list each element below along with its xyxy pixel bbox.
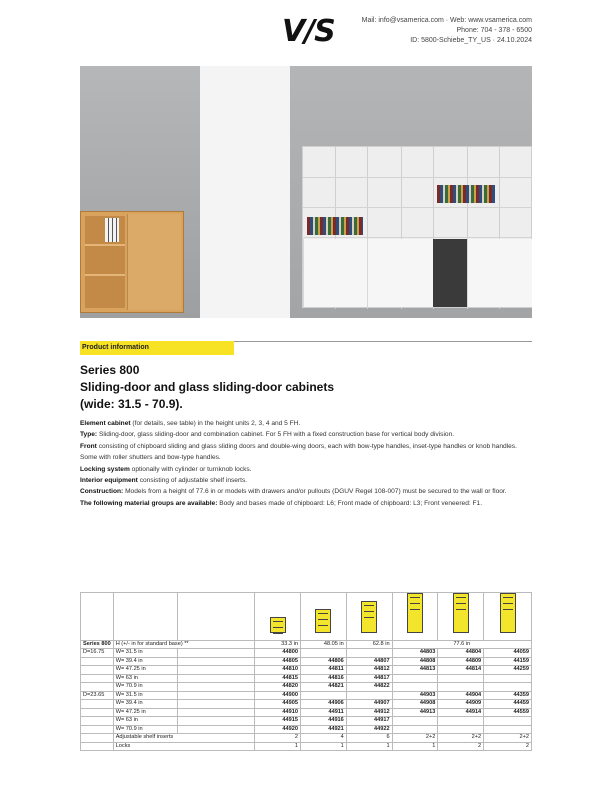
- cabinet-2fh-icon: [270, 617, 286, 633]
- article-number-cell: [392, 674, 438, 683]
- article-number-cell: 44359: [484, 691, 532, 700]
- description-paragraph: [80, 475, 532, 486]
- count-cell: 4: [300, 734, 346, 743]
- width-cell: W= 70.9 in: [113, 683, 177, 692]
- page-title-product: Sliding-door and glass sliding-door cabinets: [80, 380, 335, 394]
- description-text: consisting of chipboard sliding and glass sliding doors and double-wing doors, each with bow-type handles, inset-type handles or knob handles. Some with roller shutters and bow-type handles.: [80, 442, 517, 462]
- article-number-cell: 44820: [255, 683, 301, 692]
- article-number-cell: 44805: [255, 657, 301, 666]
- width-cell: W= 63 in: [113, 717, 177, 726]
- white-cabinet-wall-illustration: [302, 146, 532, 308]
- product-description: [80, 418, 532, 509]
- extra-row-label: Locks: [113, 742, 254, 751]
- count-cell: 6: [346, 734, 392, 743]
- count-cell: 2: [255, 734, 301, 743]
- article-number-cell: 44922: [346, 725, 392, 734]
- height-5fh: 77.6 in: [392, 640, 531, 649]
- article-number-cell: 44800: [255, 649, 301, 658]
- wood-cabinet-illustration: [80, 211, 184, 313]
- width-cell: W= 39.4 in: [113, 700, 177, 709]
- description-paragraph: [80, 464, 532, 475]
- description-paragraph: [80, 418, 532, 429]
- width-cell: W= 31.5 in: [113, 649, 177, 658]
- header-mail[interactable]: Mail: info@vsamerica.com · Web: www.vsamerica.com: [361, 17, 532, 24]
- article-number-cell: 44916: [300, 717, 346, 726]
- depth-cell: D=23.65: [81, 691, 114, 700]
- depth-cell: [81, 674, 114, 683]
- article-number-cell: 44808: [392, 657, 438, 666]
- description-term: The following material groups are available:: [80, 499, 218, 507]
- count-cell: 2: [484, 742, 532, 751]
- article-number-cell: [392, 717, 438, 726]
- header-contact: [362, 16, 532, 46]
- depth-cell: D=16.75: [81, 649, 114, 658]
- page-title-width: (wide: 31.5 - 70.9).: [80, 397, 183, 411]
- table-row: [81, 725, 532, 734]
- spec-table: [80, 592, 532, 751]
- article-number-cell: [484, 674, 532, 683]
- page-title-series: Series 800: [80, 363, 140, 377]
- article-number-cell: 44903: [392, 691, 438, 700]
- description-paragraph: [80, 486, 532, 497]
- article-number-cell: 44803: [392, 649, 438, 658]
- cabinet-4fh-icon: [361, 601, 377, 633]
- description-term: Element cabinet: [80, 420, 131, 427]
- article-number-cell: 44913: [392, 708, 438, 717]
- count-cell: 2+2: [484, 734, 532, 743]
- article-number-cell: [438, 717, 484, 726]
- article-number-cell: 44804: [438, 649, 484, 658]
- article-number-cell: 44810: [255, 666, 301, 675]
- cabinet-5fh-open-icon: [500, 593, 516, 633]
- article-number-cell: 44912: [346, 708, 392, 717]
- article-number-cell: 44059: [484, 649, 532, 658]
- height-4fh: 62.8 in: [346, 640, 392, 649]
- cabinet-5fh-glass-icon: [453, 593, 469, 633]
- product-photo: [80, 66, 532, 318]
- article-number-cell: 44815: [255, 674, 301, 683]
- height-label: H (+/- in for standard base) **: [113, 640, 254, 649]
- count-cell: 2+2: [438, 734, 484, 743]
- article-number-cell: 44814: [438, 666, 484, 675]
- article-number-cell: 44909: [438, 700, 484, 709]
- width-cell: W= 47.25 in: [113, 666, 177, 675]
- article-number-cell: 44816: [300, 674, 346, 683]
- table-row: [81, 649, 532, 658]
- article-number-cell: 44921: [300, 725, 346, 734]
- article-number-cell: 44811: [300, 666, 346, 675]
- header-id: ID: 5800-Schiebe_TY_US · 24.10.2024: [410, 37, 532, 44]
- depth-cell: [81, 657, 114, 666]
- table-row: [81, 742, 532, 751]
- description-term: Construction:: [80, 488, 124, 496]
- depth-cell: [81, 666, 114, 675]
- section-label: Product information: [80, 341, 234, 355]
- article-number-cell: 44904: [438, 691, 484, 700]
- depth-cell: [81, 683, 114, 692]
- depth-cell: [81, 700, 114, 709]
- article-number-cell: 44806: [300, 657, 346, 666]
- description-paragraph: [80, 441, 532, 464]
- description-text: Body and bases made of chipboard: L6; Front made of chipboard: L3; Front veneered: F1.: [217, 499, 483, 507]
- article-number-cell: [300, 691, 346, 700]
- article-number-cell: [438, 725, 484, 734]
- count-cell: 1: [300, 742, 346, 751]
- width-cell: W= 63 in: [113, 674, 177, 683]
- description-term: Front: [80, 442, 97, 450]
- table-row: [81, 700, 532, 709]
- article-number-cell: 44807: [346, 657, 392, 666]
- article-number-cell: 44159: [484, 657, 532, 666]
- description-term: Interior equipment: [80, 477, 138, 485]
- width-cell: W= 70.9 in: [113, 725, 177, 734]
- article-number-cell: 44259: [484, 666, 532, 675]
- table-row: [81, 683, 532, 692]
- table-row: [81, 657, 532, 666]
- count-cell: 1: [255, 742, 301, 751]
- article-number-cell: 44813: [392, 666, 438, 675]
- article-number-cell: [438, 683, 484, 692]
- depth-cell: [81, 717, 114, 726]
- count-cell: 1: [346, 742, 392, 751]
- table-row: [81, 691, 532, 700]
- series-label: Series 800: [81, 640, 114, 649]
- table-header-row: [81, 640, 532, 649]
- description-text: optionally with cylinder or turnknob locks.: [129, 465, 252, 473]
- width-cell: W= 39.4 in: [113, 657, 177, 666]
- height-3fh: 48.05 in: [300, 640, 346, 649]
- article-number-cell: 44812: [346, 666, 392, 675]
- article-number-cell: [438, 674, 484, 683]
- count-cell: 1: [392, 742, 438, 751]
- article-number-cell: 44917: [346, 717, 392, 726]
- count-cell: 2+2: [392, 734, 438, 743]
- description-paragraph: [80, 498, 532, 509]
- cabinet-3fh-icon: [315, 609, 331, 633]
- article-number-cell: 44900: [255, 691, 301, 700]
- article-number-cell: [346, 691, 392, 700]
- article-number-cell: 44809: [438, 657, 484, 666]
- depth-cell: [81, 708, 114, 717]
- height-2fh: 33.3 in: [255, 640, 301, 649]
- description-paragraph: [80, 429, 532, 440]
- width-cell: W= 31.5 in: [113, 691, 177, 700]
- article-number-cell: 44906: [300, 700, 346, 709]
- article-number-cell: 44915: [255, 717, 301, 726]
- article-number-cell: [484, 717, 532, 726]
- article-number-cell: 44914: [438, 708, 484, 717]
- article-number-cell: 44905: [255, 700, 301, 709]
- description-term: Locking system: [80, 465, 130, 473]
- article-number-cell: [346, 649, 392, 658]
- article-number-cell: 44821: [300, 683, 346, 692]
- table-row: [81, 734, 532, 743]
- extra-row-label: Adjustable shelf inserts: [113, 734, 254, 743]
- description-text: Models from a height of 77.6 in or models with drawers and/or pullouts (DGUV Regel 108-007) must be secured to the wall or floor.: [123, 488, 507, 496]
- description-text: (for details, see table) in the height units 2, 3, 4 and 5 FH.: [130, 420, 301, 427]
- article-number-cell: [392, 725, 438, 734]
- cabinet-5fh-icon: [407, 593, 423, 633]
- article-number-cell: 44907: [346, 700, 392, 709]
- table-row: [81, 666, 532, 675]
- article-number-cell: 44920: [255, 725, 301, 734]
- header-phone: Phone: 704 - 378 - 6500: [456, 27, 532, 34]
- vs-logo: V/S: [282, 14, 335, 49]
- article-number-cell: 44459: [484, 700, 532, 709]
- width-cell: W= 47.25 in: [113, 708, 177, 717]
- table-row: [81, 708, 532, 717]
- article-number-cell: 44822: [346, 683, 392, 692]
- section-divider: [234, 341, 532, 342]
- article-number-cell: 44910: [255, 708, 301, 717]
- article-number-cell: [484, 725, 532, 734]
- article-number-cell: [300, 649, 346, 658]
- article-number-cell: 44817: [346, 674, 392, 683]
- article-number-cell: 44559: [484, 708, 532, 717]
- description-text: Sliding-door, glass sliding-door and combination cabinet. For 5 FH with a fixed construction base for vertical body division.: [97, 431, 455, 439]
- description-term: Type:: [80, 431, 98, 439]
- article-number-cell: [484, 683, 532, 692]
- article-number-cell: [392, 683, 438, 692]
- table-row: [81, 674, 532, 683]
- depth-cell: [81, 725, 114, 734]
- description-text: consisting of adjustable shelf inserts.: [137, 477, 248, 485]
- table-row: [81, 717, 532, 726]
- article-number-cell: 44911: [300, 708, 346, 717]
- count-cell: 2: [438, 742, 484, 751]
- article-number-cell: 44908: [392, 700, 438, 709]
